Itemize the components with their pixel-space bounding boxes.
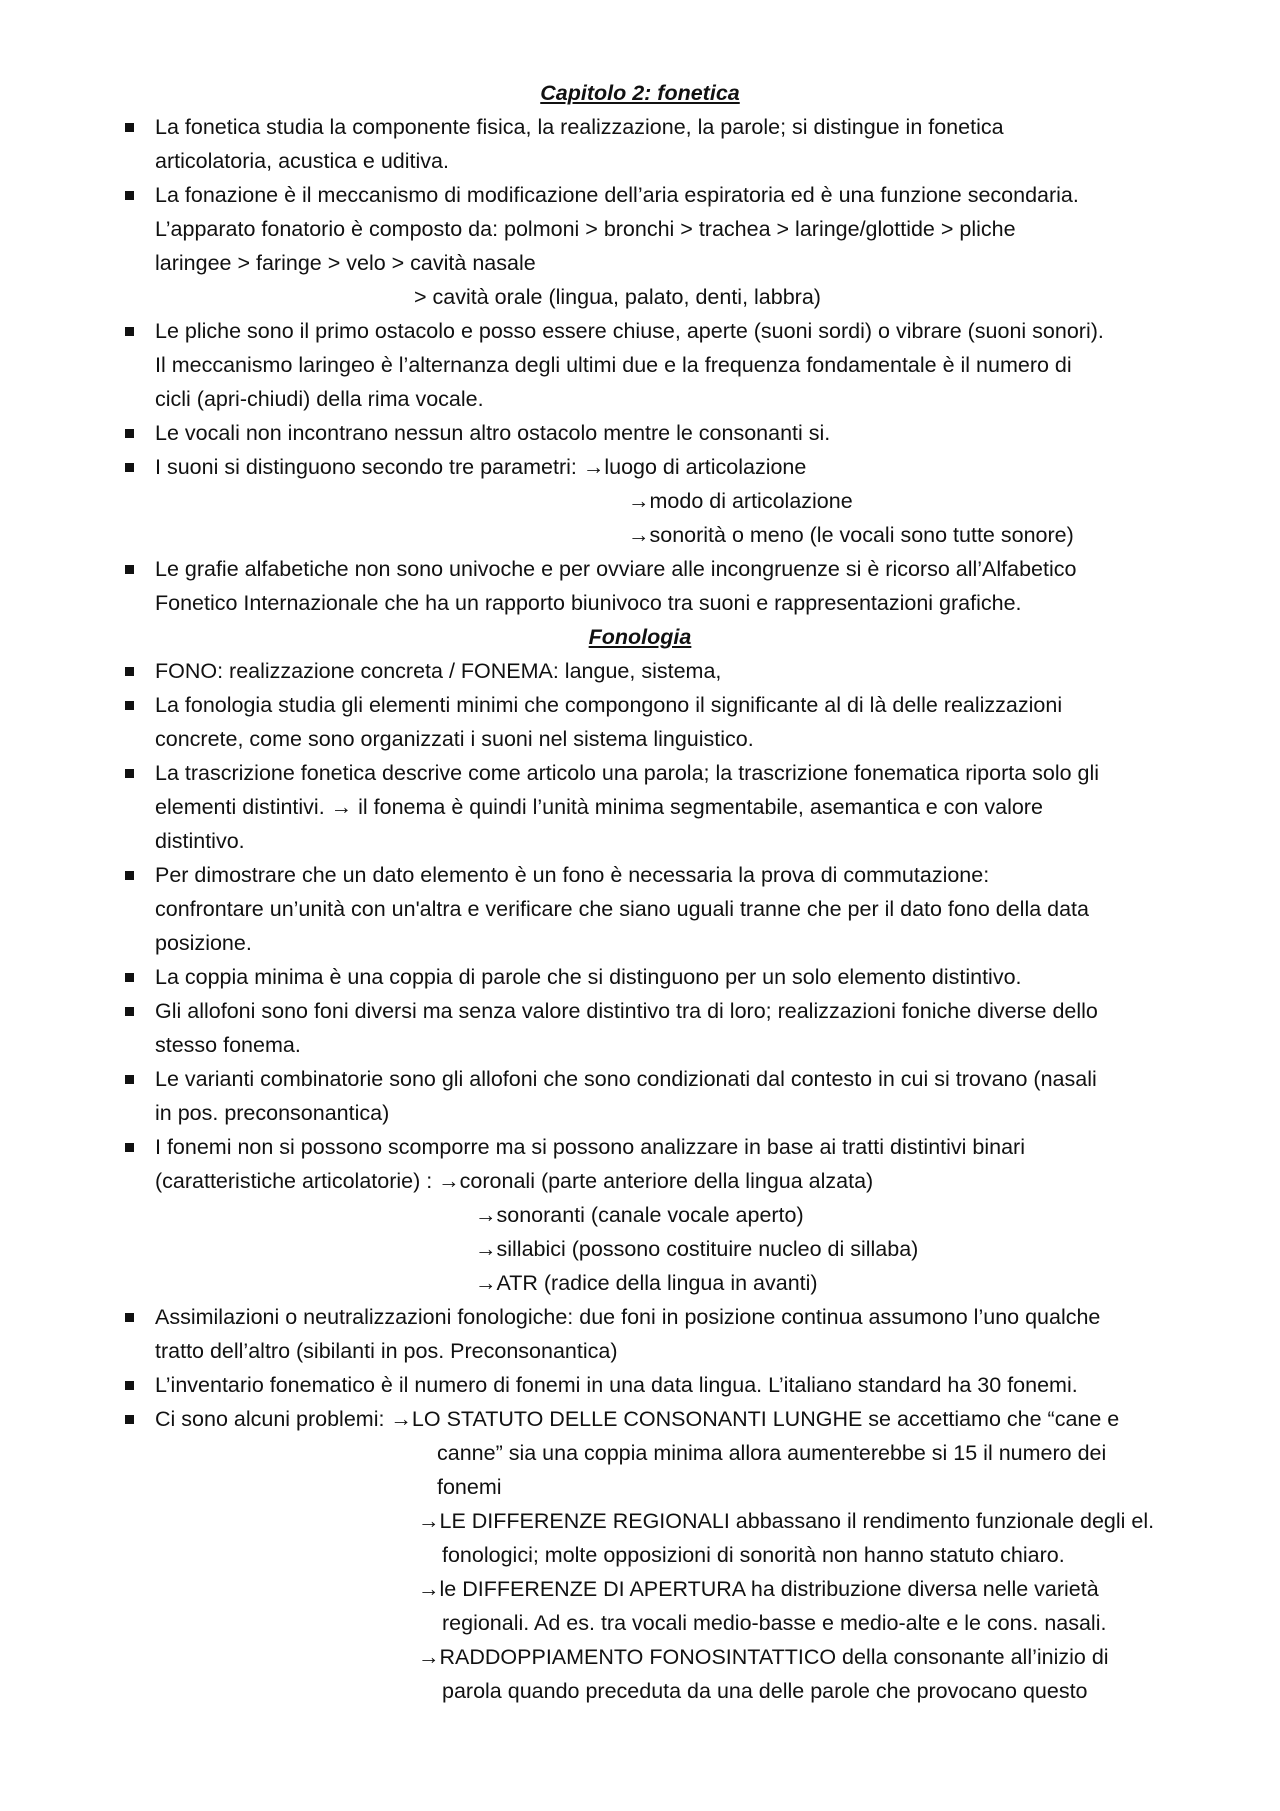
text-line: I fonemi non si possono scomporre ma si possono analizzare in base ai tratti distintivi binari [155,1135,1025,1159]
text-line: FONO: realizzazione concreta / FONEMA: langue, sistema, [155,659,722,683]
text-line: →modo di articolazione [628,489,853,513]
text-line: posizione. [155,931,252,955]
text-line: parola quando preceduta da una delle parole che provocano questo [442,1679,1088,1703]
text-line: Le pliche sono il primo ostacolo e posso essere chiuse, aperte (suoni sordi) o vibrare (suoni sonori). [155,319,1104,343]
text-line: →le DIFFERENZE DI APERTURA ha distribuzione diversa nelle varietà [418,1577,1099,1601]
bullet-icon [125,1075,134,1084]
text-line: La coppia minima è una coppia di parole che si distinguono per un solo elemento distintivo. [155,965,1022,989]
text-line: Il meccanismo laringeo è l’alternanza degli ultimi due e la frequenza fondamentale è il numero di [155,353,1072,377]
text-line: Le vocali non incontrano nessun altro ostacolo mentre le consonanti si. [155,421,831,445]
text-line: elementi distintivi. → il fonema è quindi l’unità minima segmentabile, asemantica e con valore [155,795,1043,819]
bullet-icon [125,1415,134,1424]
bullet-icon [125,191,134,200]
text-line: La trascrizione fonetica descrive come articolo una parola; la trascrizione fonematica riporta solo gli [155,761,1100,785]
text-line: distintivo. [155,829,245,853]
text-line: L’apparato fonatorio è composto da: polmoni > bronchi > trachea > laringe/glottide > pliche [155,217,1016,241]
bullet-icon [125,871,134,880]
text-line: Fonetico Internazionale che ha un rapporto biunivoco tra suoni e rappresentazioni grafiche. [155,591,1022,615]
text-line: →ATR (radice della lingua in avanti) [475,1271,818,1295]
bullet-icon [125,1007,134,1016]
bullet-icon [125,701,134,710]
text-line: fonologici; molte opposizioni di sonorità non hanno statuto chiaro. [442,1543,1065,1567]
bullet-icon [125,123,134,132]
text-line: Le varianti combinatorie sono gli allofoni che sono condizionati dal contesto in cui si trovano (nasali [155,1067,1097,1091]
bullet-icon [125,769,134,778]
section-heading-fonologia: Fonologia [588,625,692,649]
text-line: →sonoranti (canale vocale aperto) [475,1203,804,1227]
text-line: Ci sono alcuni problemi: →LO STATUTO DELLE CONSONANTI LUNGHE se accettiamo che “cane e [155,1407,1120,1431]
bullet-icon [125,973,134,982]
text-line: (caratteristiche articolatorie) : →coronali (parte anteriore della lingua alzata) [155,1169,874,1193]
text-line: La fonazione è il meccanismo di modificazione dell’aria espiratoria ed è una funzione secondaria. [155,183,1079,207]
text-line: La fonologia studia gli elementi minimi che compongono il significante al di là delle realizzazioni [155,693,1063,717]
text-line: > cavità orale (lingua, palato, denti, labbra) [414,285,821,309]
text-line: Gli allofoni sono foni diversi ma senza valore distintivo tra di loro; realizzazioni foniche diverse dello [155,999,1098,1023]
bullet-icon [125,667,134,676]
text-line: canne” sia una coppia minima allora aumenterebbe si 15 il numero dei [437,1441,1107,1465]
text-line: Le grafie alfabetiche non sono univoche e per ovviare alle incongruenze si è ricorso all’Alfabetico [155,557,1077,581]
text-line: fonemi [437,1475,502,1499]
bullet-icon [125,1381,134,1390]
bullet-icon [125,327,134,336]
text-line: cicli (apri-chiudi) della rima vocale. [155,387,484,411]
text-line: articolatoria, acustica e uditiva. [155,149,449,173]
text-line: →sillabici (possono costituire nucleo di sillaba) [475,1237,919,1261]
text-line: Per dimostrare che un dato elemento è un fono è necessaria la prova di commutazione: [155,863,990,887]
text-line: laringee > faringe > velo > cavità nasale [155,251,536,275]
bullet-icon [125,1313,134,1322]
bullet-icon [125,1143,134,1152]
text-line: in pos. preconsonantica) [155,1101,390,1125]
text-line: →RADDOPPIAMENTO FONOSINTATTICO della consonante all’inizio di [418,1645,1109,1669]
text-line: concrete, come sono organizzati i suoni nel sistema linguistico. [155,727,754,751]
text-line: stesso fonema. [155,1033,301,1057]
bullet-icon [125,463,134,472]
bullet-icon [125,565,134,574]
text-line: L’inventario fonematico è il numero di fonemi in una data lingua. L’italiano standard ha 30 fonemi. [155,1373,1078,1397]
text-line: Assimilazioni o neutralizzazioni fonologiche: due foni in posizione continua assumono l’uno qualche [155,1305,1101,1329]
text-line: →LE DIFFERENZE REGIONALI abbassano il rendimento funzionale degli el. [418,1509,1155,1533]
text-line: →sonorità o meno (le vocali sono tutte sonore) [628,523,1074,547]
chapter-heading: Capitolo 2: fonetica [540,81,740,105]
text-line: tratto dell’altro (sibilanti in pos. Preconsonantica) [155,1339,618,1363]
text-line: confrontare un’unità con un'altra e verificare che siano uguali tranne che per il dato fono della data [155,897,1089,921]
text-line: I suoni si distinguono secondo tre parametri: →luogo di articolazione [155,455,807,479]
text-line: regionali. Ad es. tra vocali medio-basse e medio-alte e le cons. nasali. [442,1611,1107,1635]
bullet-icon [125,429,134,438]
text-line: La fonetica studia la componente fisica, la realizzazione, la parole; si distingue in fonetica [155,115,1004,139]
